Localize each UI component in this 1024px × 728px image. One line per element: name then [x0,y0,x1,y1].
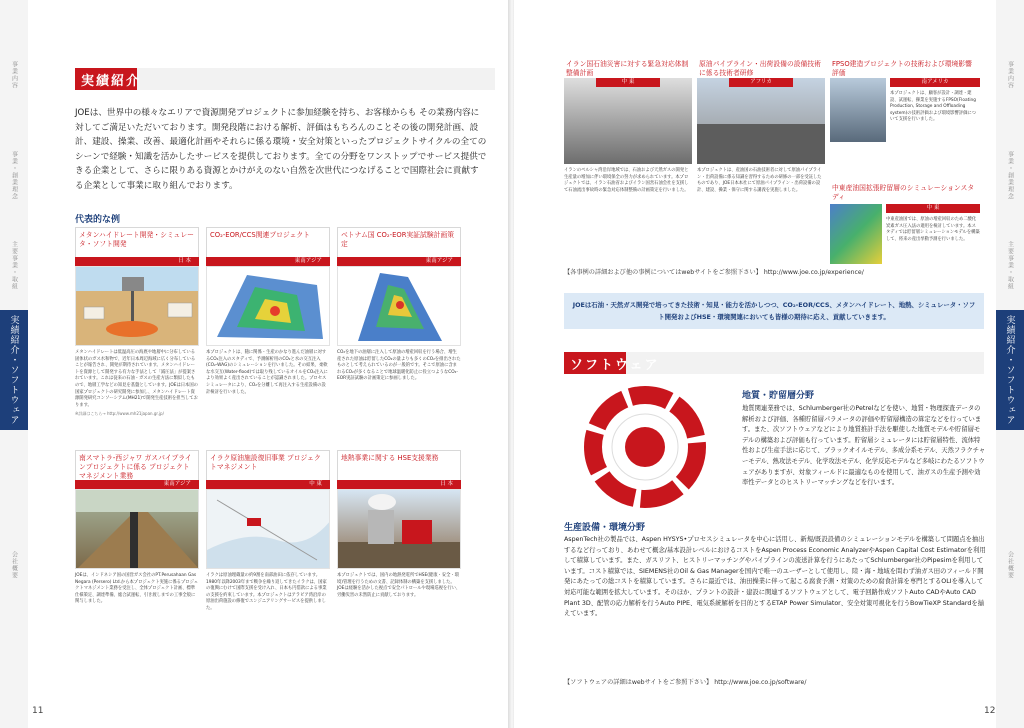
intro-text: JOEは、世界中の様々なエリアで資源開発プロジェクトに参加経験を持ち、お客様からも その業務内容に対してご満足いただいております。開発段階における解析、評価はもちろんのことその後の開発計画、設計、建設、操業、改善、最適化計画やそれらに係る環境・安全対策といったプロジェクトサイクルの全てのシーンで経験・知識を活かしたサービスを提供しております。全ての分野をワンストップでサービス提供できる企業として、さらに限りある資源とかけがえのない自然を次世代につなげることで国際社会に貢献する企業として事業に取り組んでおります。 [75,108,487,191]
section-title: 実績紹介 [75,68,495,90]
case-card[interactable] [830,58,980,264]
extra-card[interactable] [830,182,980,264]
sidetab-4[interactable]: 会社概要 [10,551,18,579]
prod-text: AspenTech社の製品では、Aspen HYSYS•プロセスシミュレータを中心に活用し、新規/既設設備のシミュレーションモデルを構築して問題点を抽出するなど行っており、あわせて概念/基本設計レベルにおけるコストをAspen Process Economic AnalyzerやAspen Capital Cost Estimatorを利用して積算しています。また、ガスリフト、ヒストリーマッチングやパイプラインの流送計算を行うにあたってSchlumberger社のPipesimを利用しています。コスト積算では、SIEMENS社のOil & Gas Managerを国内で唯一のユーザーとして使用し、陸・海・地域を問わず油ガス田のフィールド開発にあたっての総コストを積算しています。さらに最近では、油田操業に伴って起こる腐食予測・対策のための腐食計算を専門とするOLIを導入して対応可能な範囲を拡大しています。そのほか、プラントの設計・建設に関連するソフトウェアとして、電子回路作成ソフトAuto CADやAuto CAD Plant 3D、配管の応力解析を行うAuto PIPE、電気系統解析を目的とするETAP Power Simulator、安全対策可視化を行うBowTieXP Standardを揃えています。 [564,536,986,618]
region-badge: 中 東 [886,204,980,213]
methane-diagram [76,267,199,346]
geo-text: 地質関連業務では、Schlumberger社のPetrelなどを使い、地質・物理探査データの解析および評価、各種貯留層パラメータの評価や貯留層構造の算定などを行っています。また、次ソフトウェアなどにより地質推計手法を駆使した地質モデルや貯留層モデルの構築および評価も行っています。貯留層シミュレータには貯留層特性、流体特性および生産手法に応じて、ブラックオイルモデル、多成分系モデル、天然フラクチャーモデル、熱攻法モデル、化学攻法モデル、化学反応モデルなど多岐にわたるソフトウェアがありますが、対象フィールドに最適なものを使用して、油ガスの生産予測や効率性データとのヒストリーマッチングなどを行います。 [742,405,986,487]
case-text: メタンハイドレートは低温高圧の海底や地層中に分布している固体状のガス水和物で、近年日本周辺海域に広く分布していることが報告され、開発が期待されています。メタンハイドレートを資源として開発する有力な手法として「減圧法」が提案されています。これは従来の石油・ガスの生産方法に類似したもので、地層工学などの知見を基盤としています。JOEは日本国の国家プロジェクトの研究開発に参加し、メタンハイドレート資源開発研究コンソーシアム(MH21)で開発生産技術を担当しております。 [75,350,198,408]
group-photo-people [697,124,825,164]
region-badge: 日 本 [75,257,199,266]
case-text: JOEは、インドネシア国の国営ガス会社のPT.Perusahaan Gas Negara (Persero) Ltd.から本プロジェクト実施に係るプロジェクトマネジメント業務を受注し、全体プロジェクト計画、標準仕様策定、調達準備、総合試運転、引き渡しまでの工事全般に関与しました。 [75,573,199,605]
page-number: 12 [984,706,996,716]
case-text: 本プロジェクトは、随に関係・生産のかなり進んだ油層に対するCO₂注入のスタディで、予測解析用のCO₂と水の交互注入(CO₂-WAG)のシミュレーションを行いました。その結果、柔軟な水交互(Water-flood)では取り残しているオイルをCO₂注入により効果よく産出されていることが認識されました。プロセスシミュレータにより、CO₂を分離して再注入する生産設備の設計検討を行いました。 [206,350,328,395]
case-card[interactable] [564,58,692,194]
region-badge: 東南アジア [206,257,330,266]
sidetab-2[interactable]: 事業・創業理念 [10,150,18,200]
meeting-photo [564,78,692,164]
case-title: 南スマトラ-西ジャワ ガスパイプラインプロジェクトに係る プロジェクトマネジメント業務 [75,450,199,480]
region-badge: 東南アジア [337,257,461,266]
case-title: CO₂-EOR/CCS関連プロジェクト [206,227,330,257]
facility-map-image [206,489,330,569]
case-text: 本プロジェクトは、産油国の石油技術者に対して原油パイプライン・出荷設備に係る知識を習得するための研修の一部を受託したものであり、JOE日本本社にて原油パイプライン・出荷設備の設計、建設、操業・保守に関する講義を実施しました。 [697,168,822,193]
highlight-box: JOEは石油・天然ガス開発で培ってきた技術・知見・能力を活かしつつ、CO₂-EOR/CCS、メタンハイドレート、地熱、シミュレータ・ソフト開発およびHSE・環境関連においても皆様の期待に応え、貢献していきます。 [564,293,984,329]
right-page [514,0,1024,728]
case-card[interactable] [206,227,330,396]
case-title: イラン国石油災害に対する緊急対応体制整備計画 [566,60,689,77]
software-web-note[interactable]: 【ソフトウェアの詳細はwebサイトをご参照下さい】 http://www.joe.co.jp/software/ [564,679,807,686]
sidetab-3[interactable]: 主要事業・取組 [1006,240,1014,290]
case-title: FPSO建造プロジェクトの技術および環境影響評価 [832,60,972,77]
case-title: ベトナム国 CO₂-EOR実証試験計画策定 [337,227,461,257]
page-number: 11 [32,706,44,716]
case-text: イランのペルシャ湾沿岸地域では、石油および天然ガスの開発と生産量の増加に伴い環境保全の努力が求められています。本プロジェクトでは、イラン石油省およびイラン国営石油会社を支援して石油流出事故時の緊急対応体制整備の計画策定を行いました。 [564,168,689,193]
software-header [564,352,984,374]
sidetab-4[interactable]: 会社概要 [1006,551,1014,579]
left-page [0,0,510,728]
case-title: イラク原油施設復旧事業 プロジェクトマネジメント [206,450,330,480]
sidetab-active[interactable]: 実績紹介・ソフトウェア [996,310,1024,430]
case-card[interactable] [337,227,461,383]
section-header [75,68,495,90]
region-badge: 中 東 [596,78,660,87]
right-sidetabs [996,0,1024,728]
case-title: 原油パイプライン・出荷設備の設備技術に係る技術者研修 [699,60,821,77]
region-badge: 南アメリカ [890,78,980,87]
region-badge: 東南アジア [75,480,199,489]
sidetab-1[interactable]: 事業内容 [10,61,18,89]
simulation-map-image [206,266,330,346]
case-card[interactable] [206,450,330,613]
case-text: 本プロジェクトは、顧客が設計・調達・建設、試運転、操業を実施するFPSO(Floating Production, Storage and Offloading system)の技術評価および環境影響評価について支援を行いました。 [890,91,976,123]
case-card[interactable] [337,450,461,599]
sidetab-2[interactable]: 事業・創業理念 [1006,150,1014,200]
case-card[interactable] [75,450,199,606]
sidetab-1[interactable]: 事業内容 [1006,61,1014,89]
geothermal-photo [337,489,461,569]
case-text: 本プロジェクトでは、国内の地熱発電所でHSE(健康・安全・環境)管理を行うための文書、記録体制の構築を支援しました。JOEは経験を活かした視点で安全パトロールや現場巡視を行い、労働災害の未然防止に貢献しております。 [337,573,461,598]
region-badge: 中 東 [206,480,330,489]
methane-diagram-image [75,266,199,346]
sidetab-active[interactable]: 実績紹介・ソフトウェア [0,310,28,430]
case-text: イラクは原油埋蔵量の約9割を南部油田に依存しています。1980年以降2003年まで戦争を繰り返してきたイラクは、国家の復興にむけて国際支援を受け入れ、日本も円借款による事業の支援を約束しています。本プロジェクトはアラビア湾沿岸の原油出荷施設の修復でエンジニアリングサービスを提供しました。 [206,573,327,611]
case-note[interactable]: ※詳細はこちら→ http://www.mh21japan.gr.jp/ [75,411,164,417]
prod-title: 生産設備・環境分野 [564,523,646,533]
pipeline-photo [75,489,199,569]
case-card[interactable] [697,58,825,194]
left-sidetabs [0,0,28,728]
workflow-ring [560,382,730,512]
region-badge: アフリカ [729,78,793,87]
simulation-map [207,267,330,346]
geo-title: 地質・貯留層分野 [742,391,815,401]
region-badge: 日 本 [337,480,461,489]
reservoir-map-image [337,266,461,346]
sidetab-3[interactable]: 主要事業・取組 [10,240,18,290]
facility-map [207,490,330,569]
extra-row [830,204,980,264]
fpso-photo [830,78,886,142]
plant-photo [697,78,825,164]
case-text: 中東産油国では、原油の増産回収のため二酸化炭素ガス圧入法の適用を検討しています。本スタディでは貯留層シミュレーションモデルを構築して、将来の産出挙動予測を行いました。 [886,217,980,242]
geothermal-photo-art [338,490,461,569]
case-text: CO₂を地下の油層に注入して原油の増産回収を行う場合、増生産された原油は貯留したCO₂の量よりも多くのCO₂を排出されたものとして考えられているのが一般的です。そこで原油に含まれるCO₂が多くなることで地球温暖化防止に役立つようなCO₂-EOR実証試験の計画策定に参画しました。 [337,350,461,382]
fpso-side [886,78,980,142]
examples-title: 代表的な例 [75,215,121,225]
reservoir-map [338,267,461,346]
workflow-diagram [560,382,730,512]
extra-side [882,204,980,264]
software-title: ソフトウェア [564,352,984,374]
case-title: 地熱事業に関する HSE支援業務 [337,450,461,480]
web-note[interactable]: 【各事例の詳細および他の事例についてはwebサイトをご参照下さい】 http://www.joe.co.jp/experience/ [564,269,864,276]
case-title: 中東産油国拡張貯留層のシミュレーションスタディ [832,184,975,201]
simulation-thumb [830,204,882,264]
pipeline-photo-art [76,490,199,569]
case-title: メタンハイドレート開発・シミュレータ・ソフト開発 [75,227,199,257]
fpso-row [830,78,980,142]
case-card[interactable] [75,227,199,417]
